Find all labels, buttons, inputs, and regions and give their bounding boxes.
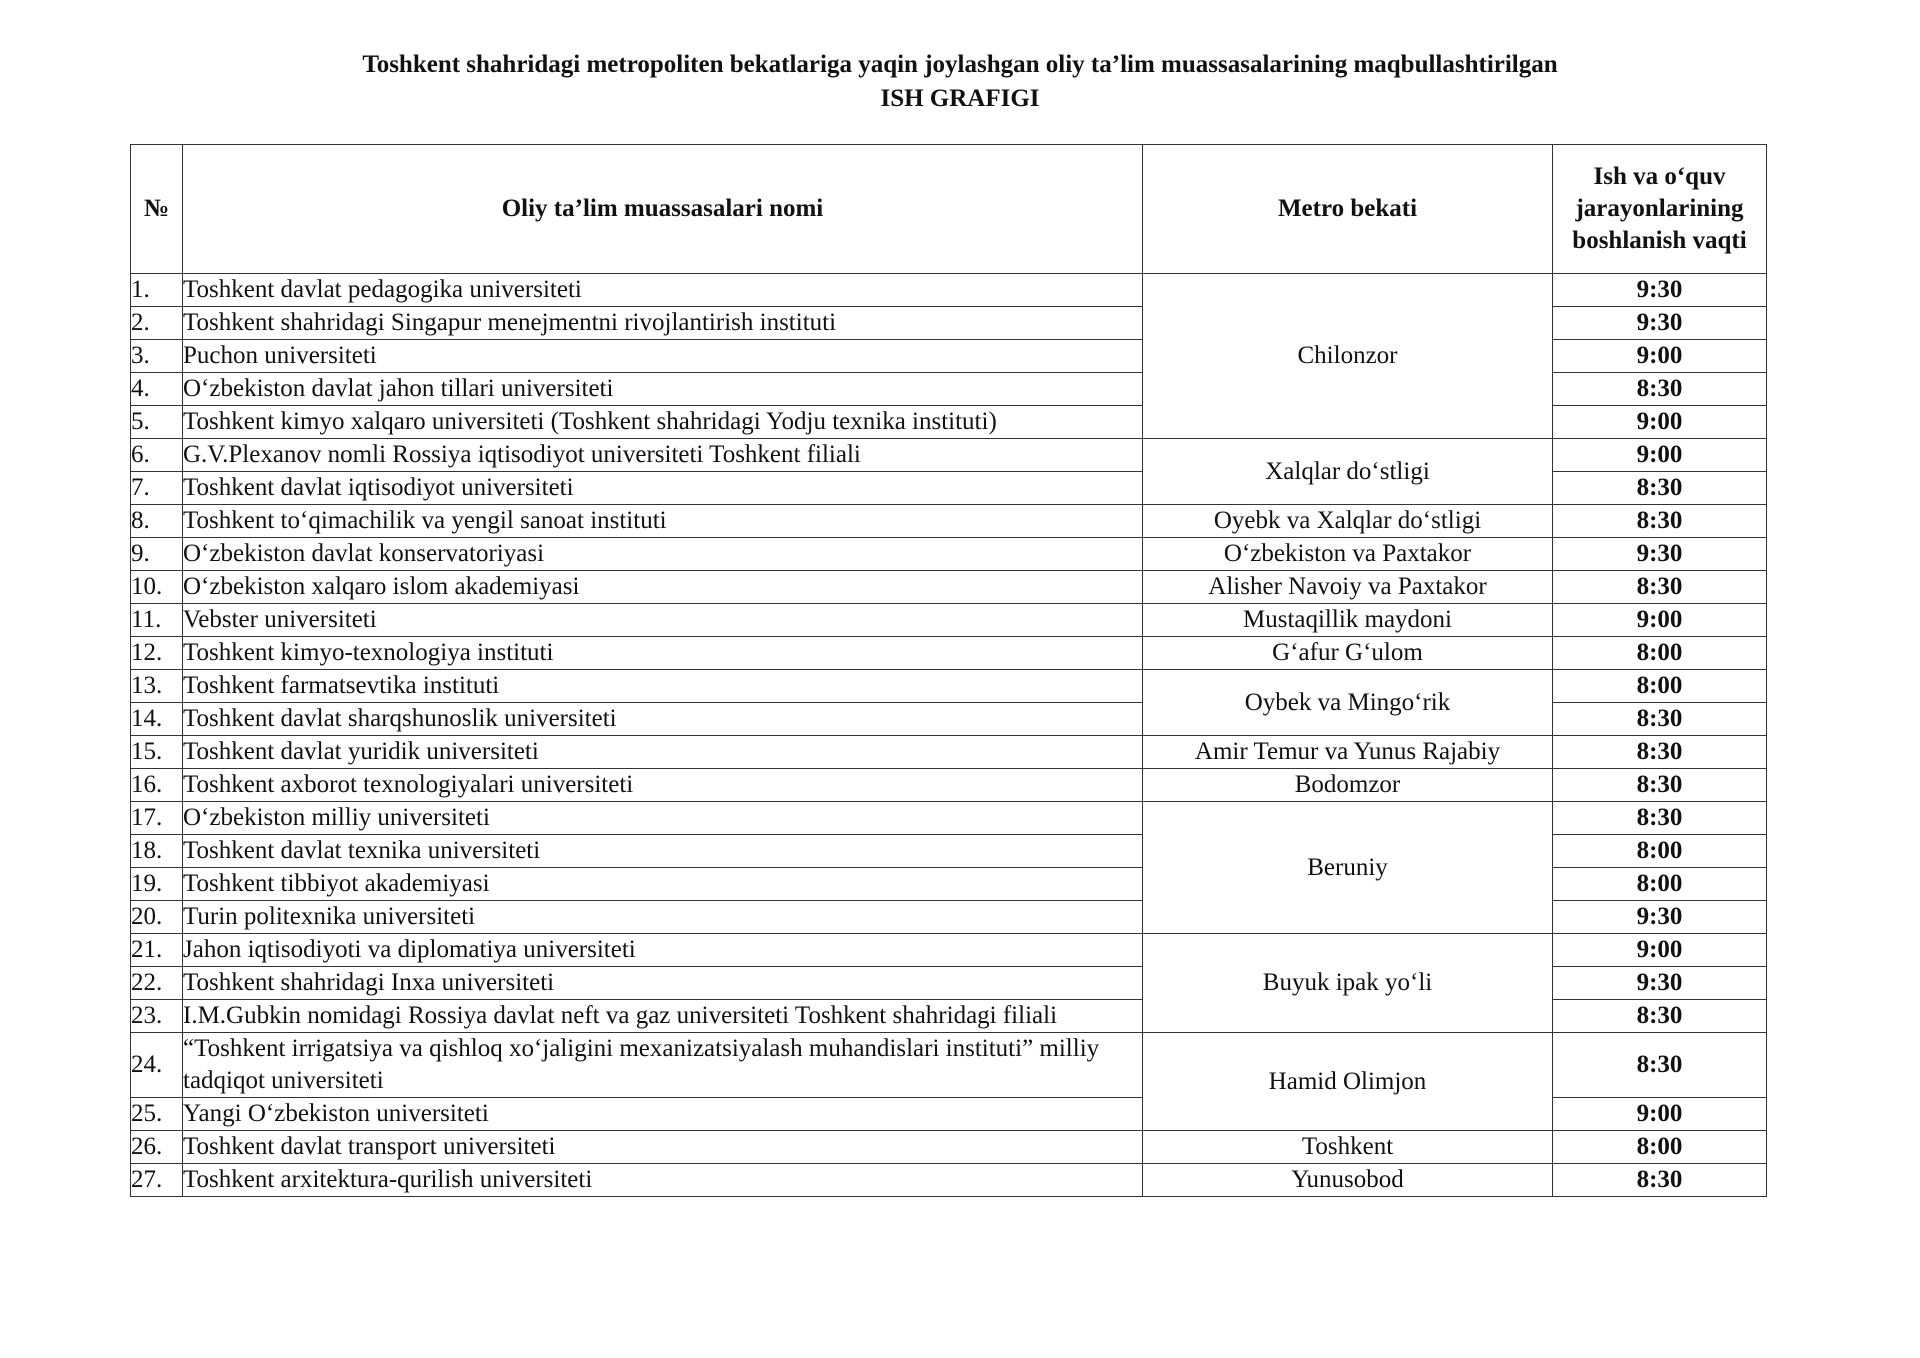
institution-name: I.M.Gubkin nomidagi Rossiya davlat neft va gaz universiteti Toshkent shahridagi filiali [183,1000,1143,1033]
institution-name: O‘zbekiston davlat jahon tillari universiteti [183,373,1143,406]
institution-name: Turin politexnika universiteti [183,901,1143,934]
institution-name: Toshkent arxitektura-qurilish universiteti [183,1164,1143,1197]
metro-station: Alisher Navoiy va Paxtakor [1143,571,1553,604]
table-row [131,274,1767,307]
row-number: 15. [131,736,183,769]
metro-station: Toshkent [1143,1131,1553,1164]
row-number: 1. [131,274,183,307]
start-time: 8:30 [1553,1164,1767,1197]
table-row [131,934,1767,967]
start-time: 8:00 [1553,670,1767,703]
document-subtitle: ISH GRAFIGI [880,85,1040,112]
institution-name: Toshkent kimyo xalqaro universiteti (Toshkent shahridagi Yodju texnika instituti) [183,406,1143,439]
row-number: 7. [131,472,183,505]
table-header-row [131,145,1767,274]
start-time: 9:00 [1553,1098,1767,1131]
institution-name: O‘zbekiston davlat konservatoriyasi [183,538,1143,571]
header-number: № [131,145,183,274]
header-metro-station: Metro bekati [1143,145,1553,274]
row-number: 21. [131,934,183,967]
start-time: 9:30 [1553,538,1767,571]
row-number: 20. [131,901,183,934]
institution-name: Vebster universiteti [183,604,1143,637]
institution-name: Toshkent axborot texnologiyalari universiteti [183,769,1143,802]
institution-name: Toshkent farmatsevtika instituti [183,670,1143,703]
metro-station: Amir Temur va Yunus Rajabiy [1143,736,1553,769]
start-time: 9:00 [1553,406,1767,439]
institution-name: Toshkent davlat yuridik universiteti [183,736,1143,769]
row-number: 25. [131,1098,183,1131]
institution-name: Toshkent davlat iqtisodiyot universiteti [183,472,1143,505]
row-number: 12. [131,637,183,670]
institution-name: Toshkent shahridagi Inxa universiteti [183,967,1143,1000]
table-row [131,439,1767,472]
start-time: 8:30 [1553,736,1767,769]
row-number: 27. [131,1164,183,1197]
metro-station: Hamid Olimjon [1143,1033,1553,1131]
metro-station: Chilonzor [1143,274,1553,439]
start-time: 8:30 [1553,703,1767,736]
metro-station: Yunusobod [1143,1164,1553,1197]
metro-station: Beruniy [1143,802,1553,934]
metro-station: Bodomzor [1143,769,1553,802]
header-start-time: Ish va o‘quv jarayonlarining boshlanish vaqti [1553,145,1767,274]
institution-name: Toshkent shahridagi Singapur menejmentni rivojlantirish instituti [183,307,1143,340]
table-row [131,1164,1767,1197]
start-time: 9:00 [1553,934,1767,967]
institution-name: Puchon universiteti [183,340,1143,373]
metro-station: Xalqlar do‘stligi [1143,439,1553,505]
start-time: 8:00 [1553,1131,1767,1164]
start-time: 9:30 [1553,274,1767,307]
row-number: 3. [131,340,183,373]
start-time: 8:30 [1553,769,1767,802]
row-number: 19. [131,868,183,901]
start-time: 8:30 [1553,472,1767,505]
row-number: 26. [131,1131,183,1164]
table-row [131,571,1767,604]
table-row [131,505,1767,538]
row-number: 8. [131,505,183,538]
institution-name: O‘zbekiston milliy universiteti [183,802,1143,835]
document-title: Toshkent shahridagi metropoliten bekatlariga yaqin joylashgan oliy ta’lim muassasalarining maqbullashtirilgan [362,51,1558,78]
start-time: 8:30 [1553,1000,1767,1033]
institution-name: Toshkent davlat transport universiteti [183,1131,1143,1164]
table-row [131,1131,1767,1164]
institution-name: Yangi O‘zbekiston universiteti [183,1098,1143,1131]
metro-station: Mustaqillik maydoni [1143,604,1553,637]
row-number: 16. [131,769,183,802]
row-number: 24. [131,1033,183,1098]
row-number: 5. [131,406,183,439]
start-time: 8:00 [1553,868,1767,901]
row-number: 14. [131,703,183,736]
row-number: 13. [131,670,183,703]
institution-name: “Toshkent irrigatsiya va qishloq xo‘jaligini mexanizatsiyalash muhandislari instituti” milliy tadqiqot universiteti [183,1033,1143,1098]
table-row [131,538,1767,571]
start-time: 9:00 [1553,604,1767,637]
metro-station: Oyebk va Xalqlar do‘stligi [1143,505,1553,538]
table-row [131,604,1767,637]
start-time: 9:30 [1553,901,1767,934]
table-row [131,802,1767,835]
table-row [131,736,1767,769]
row-number: 2. [131,307,183,340]
row-number: 4. [131,373,183,406]
start-time: 8:30 [1553,571,1767,604]
start-time: 8:30 [1553,1033,1767,1098]
row-number: 17. [131,802,183,835]
table-row [131,769,1767,802]
header-institution-name: Oliy ta’lim muassasalari nomi [183,145,1143,274]
row-number: 18. [131,835,183,868]
institution-name: Toshkent davlat texnika universiteti [183,835,1143,868]
schedule-table [130,144,1767,1197]
start-time: 9:30 [1553,307,1767,340]
start-time: 8:30 [1553,802,1767,835]
start-time: 9:00 [1553,340,1767,373]
institution-name: Toshkent davlat sharqshunoslik universiteti [183,703,1143,736]
row-number: 23. [131,1000,183,1033]
row-number: 22. [131,967,183,1000]
start-time: 8:00 [1553,835,1767,868]
start-time: 9:30 [1553,967,1767,1000]
metro-station: Buyuk ipak yo‘li [1143,934,1553,1033]
metro-station: O‘zbekiston va Paxtakor [1143,538,1553,571]
row-number: 9. [131,538,183,571]
institution-name: G.V.Plexanov nomli Rossiya iqtisodiyot universiteti Toshkent filiali [183,439,1143,472]
metro-station: Oybek va Mingo‘rik [1143,670,1553,736]
institution-name: Toshkent davlat pedagogika universiteti [183,274,1143,307]
institution-name: O‘zbekiston xalqaro islom akademiyasi [183,571,1143,604]
start-time: 8:30 [1553,373,1767,406]
row-number: 6. [131,439,183,472]
table-row [131,637,1767,670]
start-time: 8:30 [1553,505,1767,538]
metro-station: G‘afur G‘ulom [1143,637,1553,670]
row-number: 11. [131,604,183,637]
start-time: 8:00 [1553,637,1767,670]
institution-name: Toshkent tibbiyot akademiyasi [183,868,1143,901]
row-number: 10. [131,571,183,604]
table-row [131,670,1767,703]
table-row [131,1033,1767,1098]
start-time: 9:00 [1553,439,1767,472]
institution-name: Toshkent kimyo-texnologiya instituti [183,637,1143,670]
institution-name: Jahon iqtisodiyoti va diplomatiya universiteti [183,934,1143,967]
institution-name: Toshkent to‘qimachilik va yengil sanoat instituti [183,505,1143,538]
